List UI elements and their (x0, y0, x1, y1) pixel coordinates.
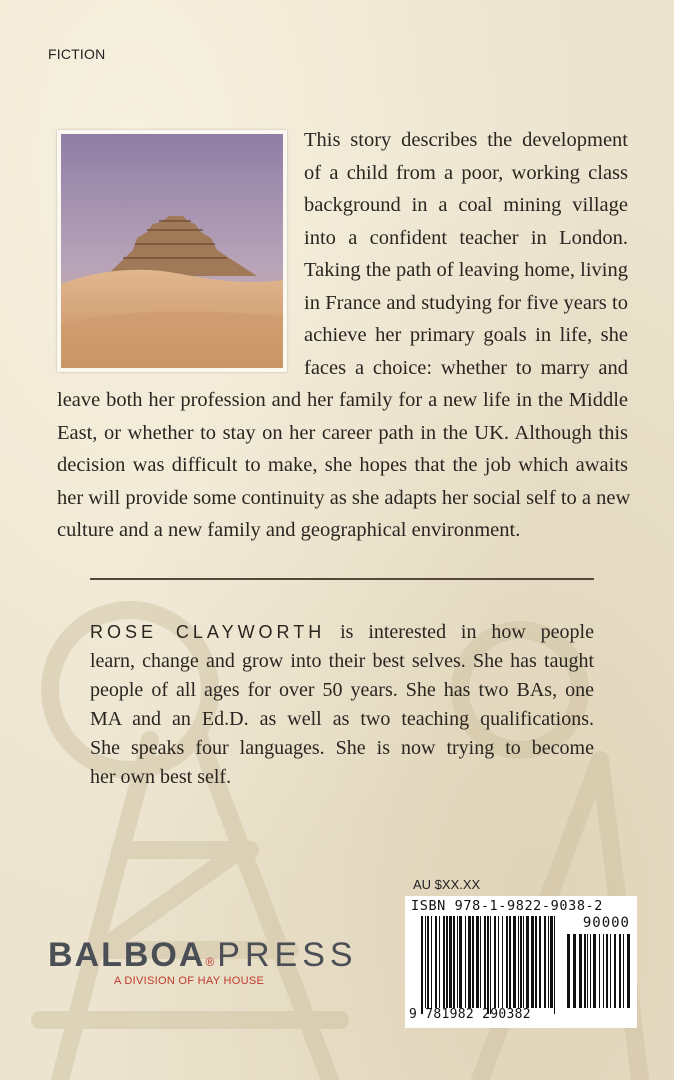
blurb-line: leave both her profession and her family for a new life in the Middle (57, 389, 628, 411)
barcode-bar (476, 916, 479, 1008)
barcode-bar (439, 916, 440, 1008)
barcode-bar (421, 916, 423, 1014)
isbn-barcode (405, 896, 637, 1028)
barcode-bar (520, 916, 522, 1008)
registered-mark: ® (205, 955, 218, 969)
blurb-line: faces a choice: whether to marry and (304, 356, 628, 379)
barcode-bar (459, 916, 462, 1008)
barcode-bar (619, 934, 621, 1008)
barcode-bar (523, 916, 524, 1008)
bio-line: She speaks four languages. She is now trying to become (90, 737, 594, 759)
barcode-bar (484, 916, 486, 1008)
barcode-bar (509, 916, 511, 1008)
barcode-bar (480, 916, 481, 1008)
publisher-name-light: PRESS (217, 936, 358, 974)
barcode-bar (590, 934, 591, 1008)
bio-line (90, 618, 594, 647)
pyramid-image (61, 134, 283, 368)
barcode-bar (431, 916, 432, 1008)
barcode-bar (427, 916, 429, 1008)
isbn-number: ISBN 978-1-9822-9038-2 (411, 898, 604, 914)
barcode-addon-number: 90000 (582, 915, 630, 931)
barcode-bar (453, 916, 455, 1008)
blurb-line: achieve her primary goals in life, she (304, 324, 628, 346)
barcode-bar (498, 916, 499, 1008)
blurb-line: in France and studying for five years to (304, 291, 628, 314)
barcode-bar (579, 934, 582, 1008)
barcode-bar (531, 916, 534, 1008)
barcode-bar (502, 916, 503, 1008)
blurb-line: background in a coal mining village (304, 194, 628, 216)
barcode-bar (526, 916, 529, 1008)
publisher-logo (48, 936, 358, 975)
barcode-bar (468, 916, 471, 1008)
barcode-bar (599, 934, 600, 1008)
barcode-bar (550, 916, 553, 1008)
cover-photo-step-pyramid (57, 130, 287, 372)
bio-line: people of all ages for over 50 years. She has two BAs, one (90, 679, 594, 701)
barcode-bar (490, 916, 491, 1014)
barcode-bar (443, 916, 445, 1008)
blurb-line: Taking the path of leaving home, living (304, 259, 628, 281)
blurb-line: her will provide some continuity as she adapts her social self to a new (57, 486, 631, 509)
barcode-bar (544, 916, 546, 1008)
blurb-line: into a confident teacher in London. (304, 226, 628, 249)
barcode-bar (593, 934, 596, 1008)
barcode-bar (627, 934, 630, 1008)
bio-line: MA and an Ed.D. as well as two teaching qualifications. (90, 708, 594, 730)
barcode-bar (606, 934, 608, 1008)
section-divider (90, 578, 594, 580)
barcode-bar (535, 916, 537, 1008)
barcode-bar (584, 934, 586, 1008)
barcode-bar (506, 916, 508, 1008)
publisher-tagline: A DIVISION OF HAY HOUSE (114, 975, 265, 987)
barcode-bar (435, 916, 437, 1008)
barcode-bar (573, 934, 576, 1008)
barcode-bar (554, 916, 555, 1014)
price-label: AU $XX.XX (413, 877, 481, 892)
blurb-line: culture and a new family and geographical environment. (57, 519, 521, 541)
barcode-bar (425, 916, 426, 1008)
bio-first-line-text: is interested in how people (325, 621, 594, 643)
bio-line: her own best self. (90, 766, 232, 788)
barcode-bar (614, 934, 616, 1008)
barcode-bar (494, 916, 496, 1008)
author-name: ROSE CLAYWORTH (90, 622, 326, 642)
ean-digits: 9 781982 290382 (409, 1007, 531, 1022)
barcode-bar (518, 916, 519, 1008)
genre-label: FICTION (48, 46, 106, 62)
blurb-line: This story describes the development (304, 129, 628, 151)
barcode-bar (539, 916, 541, 1008)
barcode-bar (548, 916, 549, 1008)
author-bio (90, 618, 594, 792)
barcode-bar (457, 916, 458, 1008)
barcode-bar (623, 934, 624, 1008)
barcode-bar (513, 916, 516, 1008)
publisher-name-bold: BALBOA (48, 936, 206, 974)
barcode-bar (610, 934, 611, 1008)
bio-line: learn, change and grow into their best selves. She has taught (90, 650, 594, 672)
barcode-bar (465, 916, 466, 1008)
barcode-bar (603, 934, 604, 1008)
barcode-bar (587, 934, 588, 1008)
blurb-line: of a child from a poor, working class (304, 161, 628, 184)
barcode-bar (449, 916, 452, 1008)
barcode-bar (567, 934, 570, 1008)
blurb-line: East, or whether to stay on her career path in the UK. Although this (57, 421, 628, 444)
barcode-bar (446, 916, 448, 1008)
blurb-line: decision was difficult to make, she hopes that the job which awaits (57, 454, 628, 476)
barcode-bar (487, 916, 489, 1014)
barcode-bar (472, 916, 474, 1008)
